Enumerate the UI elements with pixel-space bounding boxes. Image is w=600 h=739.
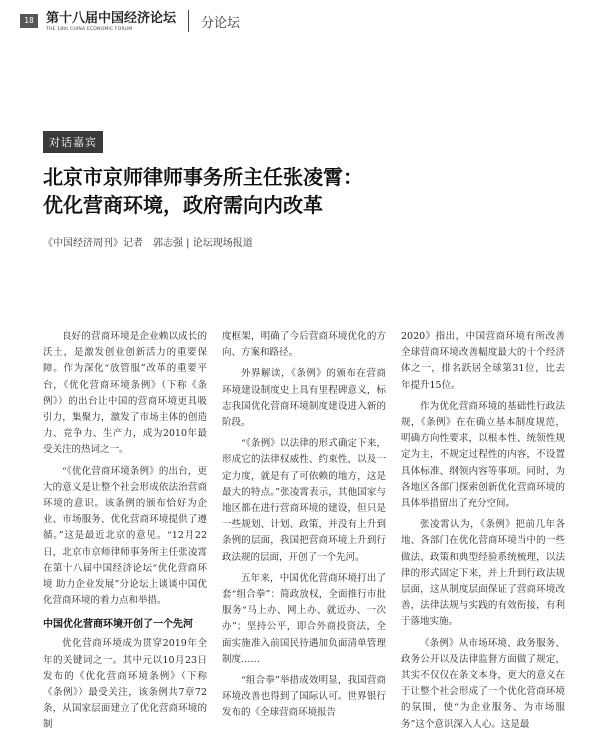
paragraph: 外界解读，《条例》的颁布在营商环境建设制度史上具有里程碑意义，标志我国优化营商环境制度建设进入新的阶段。: [222, 368, 386, 429]
article-tag: 对话嘉宾: [43, 131, 103, 153]
page-marker: 18: [20, 14, 38, 28]
paragraph: “组合拳”举措成效明显，我国营商环境改善也得到了国际认可。世界银行发布的《全球营商环境报告: [222, 675, 386, 719]
paragraph: 作为优化营商环境的基础性行政法规，《条例》在在确立基本制度规范，明确方向性要求，以根本性、统领性规定为主，不规定过程性的内容，不设置具体标准、纲领内容等事项。同时，为各地区各部门探索创新优化营商环境的具体举措留出了充分空间。: [401, 400, 565, 510]
article-headline: [43, 163, 563, 219]
section-subhead: 中国优化营商环境开创了一个先河: [43, 619, 193, 631]
paragraph: 2020》指出，中国营商环境有所改善全球营商环境改善幅度最大的十个经济体之一，排名跃居全球第31位，比去年提升15位。: [401, 331, 565, 391]
page-header: [20, 10, 240, 32]
headline-line-1: 北京市京师律师事务所主任张凌霄：: [43, 165, 363, 189]
paragraph: “《优化营商环境条例》的出台，更大的意义是让整个社会形成依法治营商环境的意识。该条例的颁布恰好为企业、市场服务、优化营商环境提供了遵循。”这是最近北京的意见。“12月22日，北京市京师律师事务所主任张凌霄在第十八届中国经济论坛“优化营商环境 助力企业发展”分论坛上谈谈中国优化营商环境的着力点和举措。: [43, 465, 207, 607]
body-column-3: [401, 329, 565, 739]
forum-logo: [46, 11, 176, 32]
header-divider: [188, 10, 189, 32]
paragraph: 优化营商环境成为贯穿2019年全年的关键词之一。其中元以10月23日发布的《优化营商环境条例》（下称《条例》）最受关注，该条例共7章72条，从国家层面建立了优化营商环境的制: [43, 638, 207, 731]
paragraph: 《条例》从市场环境、政务服务、政务公开以及法律监督方面做了规定，其实不仅仅在条文本身，更大的意义在于让整个社会形成了一个优化营商环境的氛围，使“为企业服务、为市场服务”这个意识深入人心。这是最: [401, 637, 565, 730]
body-column-1: [43, 329, 207, 739]
forum-subtitle: THE 18th CHINA ECONOMIC FORUM: [46, 26, 133, 32]
paragraph: 良好的营商环境是企业赖以成长的沃土，是激发创业创新活力的重要保障。作为深化“放管服”改革的重要平台，《优化营商环境条例》（下称《条例》）的出台让中国的营商环境更具吸引力，集聚力，激发了市场主体的创造力、竞争力、生产力，成为2010年最受关注的热词之一。: [43, 331, 207, 456]
paragraph: “《条例》以法律的形式确定下来，形成它的法律权威性、约束性，以及一定力度，就是有了可依赖的地方，这是最大的特点。”张凌霄表示，其他国家与地区都在进行营商环境的建设，但只是一些规划、计划、政策，并没有上升到条例的层面，我国把营商环境上升到行政法规的层面，开创了一个先河。: [222, 438, 386, 563]
paragraph: 五年来，中国优化营商环境打出了套“组合拳”：简政放权，全面推行市批服务“马上办、网上办、就近办、一次办”；坚持公平，即合外商投资法，全面实施准入前国民待遇加负面清单管理制度……: [222, 572, 386, 665]
headline-line-2: 优化营商环境，政府需向内改革: [43, 193, 323, 217]
article-byline: 《中国经济周刊》记者 郭志强 | 论坛现场报道: [43, 238, 253, 249]
paragraph: 张凌霄认为，《条例》把前几年各地、各部门在优化营商环境当中的一些做法、政策和典型经验系统梳理，以法律的形式固定下来，并上升到行政法规层面，这从制度层面保证了营商环境改善，法律法规与实践的有效衔接，有利于落地实施。: [401, 519, 565, 628]
paragraph: 度框架，明确了今后营商环境优化的方向、方案和路径。: [222, 331, 386, 359]
body-column-2: [222, 329, 386, 739]
article-body: [43, 329, 565, 731]
section-label: 分论坛: [201, 15, 241, 31]
forum-title: 第十八届中国经济论坛: [46, 10, 177, 26]
